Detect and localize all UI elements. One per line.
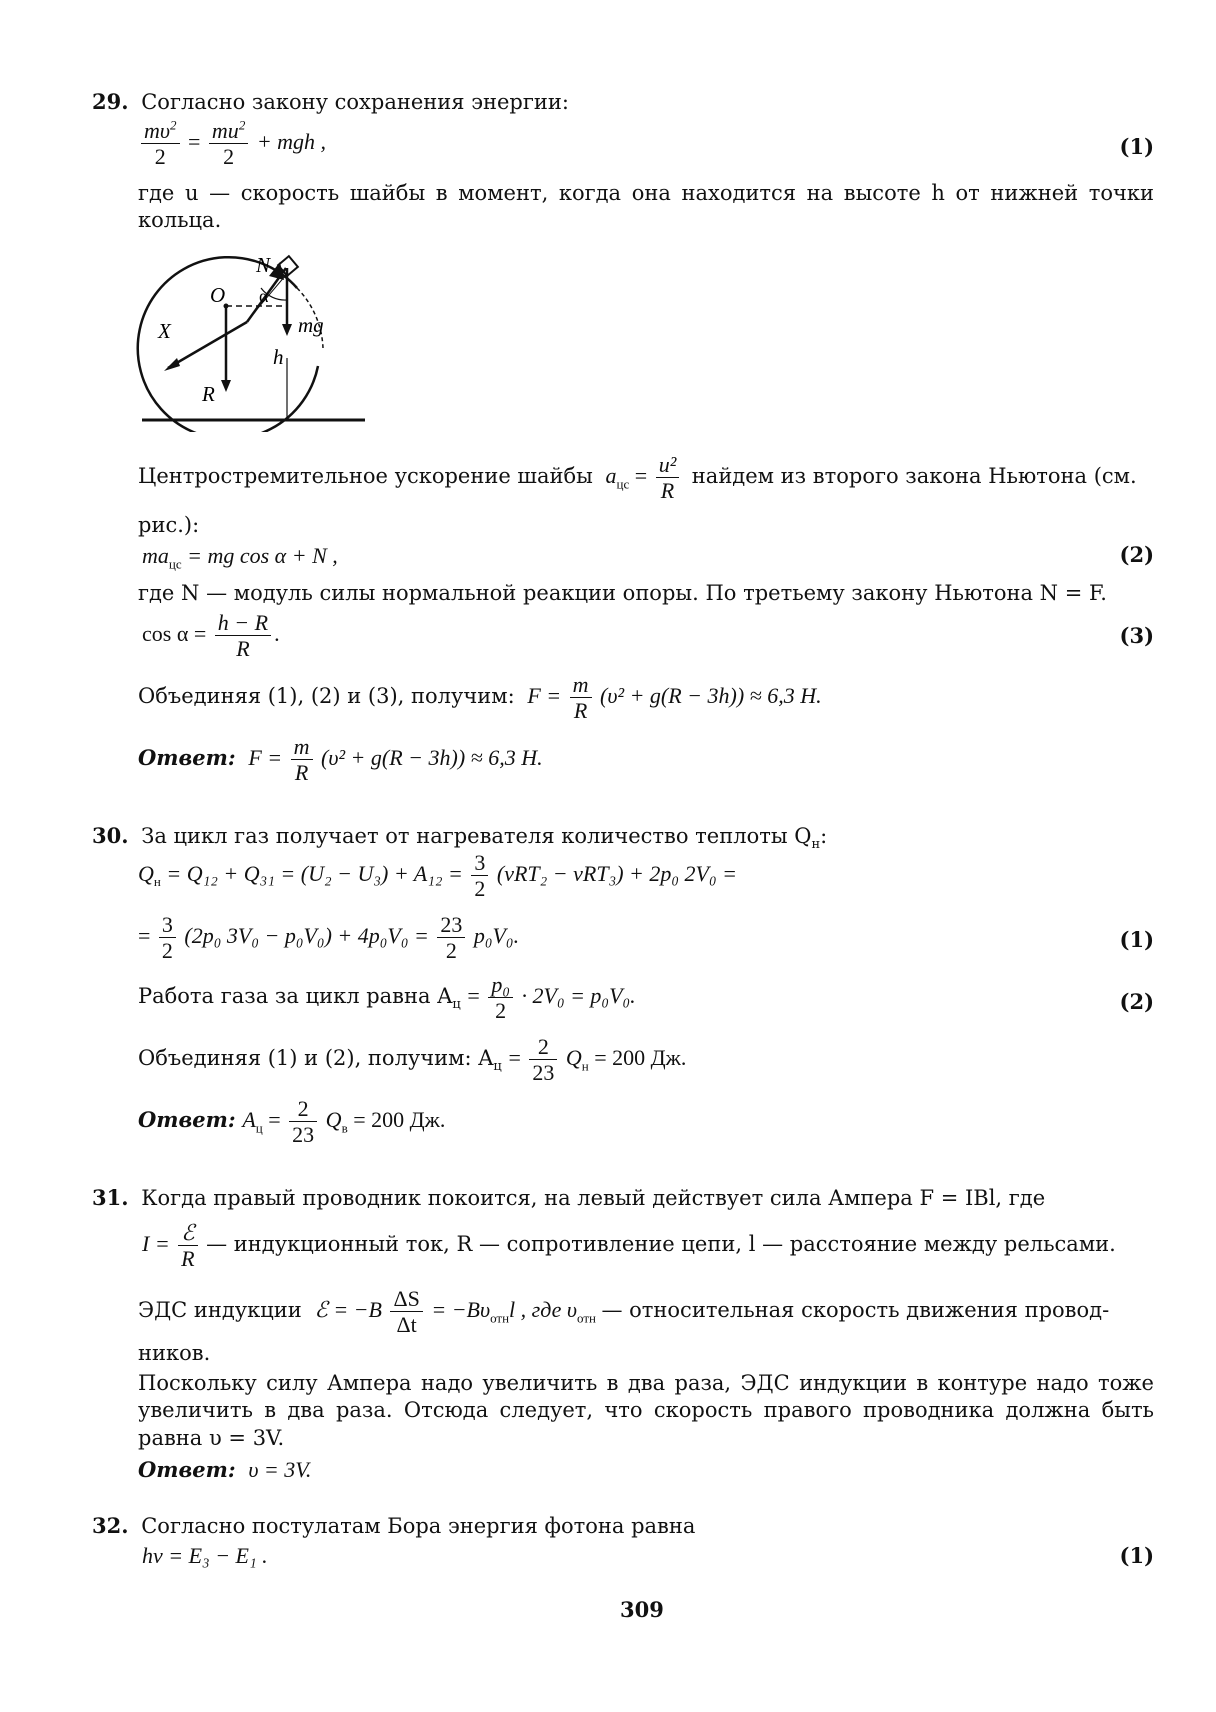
problem-number: 30. (92, 823, 129, 848)
problem-intro: Согласно закону сохранения энергии: (141, 90, 569, 114)
paragraph-combine-29: Объединяя (1), (2) и (3), получим: F = $\frac{m}{R}$ (υ² + g(R − 3h)) ≈ 6,3 Н. (138, 672, 822, 724)
problem-31-line2: I = $\frac{\text{ℰ}}{R}$ — индукционный ток, R — сопротивление цепи, l — расстояние между рельсами. (142, 1220, 1116, 1272)
arrow-X (164, 358, 180, 371)
paragraph-combine-30: Объединяя (1) и (2), получим: $A_ц$ = $\frac{2}{23}$ $Q_н = 200$ Дж. (138, 1034, 687, 1086)
equation-label: (2) (1119, 542, 1154, 567)
paragraph-fig-ref: рис.): (138, 513, 200, 537)
answer-30: Ответ: $A_ц$ = $\frac{2}{23}$ $Q_в = 200$ Дж. (138, 1096, 446, 1148)
label-h: h (273, 345, 284, 369)
label-mg: mg (298, 313, 324, 337)
problem-32-header: 32. Согласно постулатам Бора энергия фотона равна (92, 1513, 696, 1538)
label-R: R (202, 382, 215, 406)
label-O: O (210, 283, 226, 307)
problem-29-header (92, 88, 569, 116)
label-X: X (158, 319, 171, 343)
equation-bohr: hν = E₃ − E₁ . (142, 1543, 268, 1568)
equation-heat-2: = $\frac{3}{2}$ (2p₀ 3V₀ − p₀V₀) + 4p₀V₀ = $\frac{23}{2}$ p₀V₀. (138, 912, 520, 964)
equation-energy: $\frac{m\upsilon^2}{2}$ = $\frac{mu^2}{2}$ + mgh , (138, 118, 326, 170)
page-number: 309 (620, 1597, 664, 1622)
paragraph-where-N: где N — модуль силы нормальной реакции опоры. По третьему закону Ньютона N = F. (138, 581, 1107, 605)
equation-cos: cos α = $\frac{h - R}{R}$ . (142, 610, 280, 662)
paragraph-work: Работа газа за цикл равна $A_ц$ = $\frac{\text{p₀}}{2}$ · 2V₀ = p₀V₀. (138, 972, 636, 1024)
label-N: N (256, 253, 271, 277)
problem-number: 31. (92, 1185, 129, 1210)
problem-number: 29. (92, 89, 129, 114)
ring-force-diagram (130, 240, 370, 432)
equation-heat-1: $Q_н = Q_{12} + Q_{31} = (U_2 - U_3) + A_{12}$ = $\frac{3}{2}$ (νRT₂ − νRT₃) + 2p₀ 2V₀ = (138, 850, 737, 902)
equation-label: (1) (1119, 1543, 1154, 1568)
answer-31: Ответ: υ = 3V. (138, 1457, 312, 1482)
problem-number: 32. (92, 1513, 129, 1538)
equation-newton: $ma_{цс}$ = mg cos α + N , (142, 543, 338, 572)
equation-label: (2) (1119, 989, 1154, 1014)
paragraph-ampere: Поскольку силу Ампера надо увеличить в два раза, ЭДС индукции в контуре надо тоже увеличить в два раза. Отсюда следует, что скорость правого проводника должна быть равна υ = 3V. (138, 1371, 1154, 1450)
equation-label: (1) (1119, 927, 1154, 952)
equation-label: (3) (1119, 623, 1154, 648)
problem-31-line1: 31. Когда правый проводник покоится, на левый действует сила Ампера F = IBl, где (92, 1185, 1046, 1210)
paragraph-emf-end: ников. (138, 1341, 211, 1365)
problem-30-header: 30. За цикл газ получает от нагревателя количество теплоты $Q_н$: (92, 823, 828, 853)
answer-29: Ответ: F = $\frac{m}{R}$ (υ² + g(R − 3h)) ≈ 6,3 Н. (138, 734, 543, 786)
arrow-R (221, 380, 231, 392)
vector-X (168, 322, 247, 368)
ring-arc (138, 257, 318, 432)
paragraph-where-u: где u — скорость шайбы в момент, когда она находится на высоте h от нижней точки кольца. (138, 181, 1154, 233)
paragraph-centripetal: Центростремительное ускорение шайбы $a_{цс}$ = $\frac{\text{u²}}{R}$ найдем из второго закона Ньютона (см. (138, 452, 1137, 504)
label-alpha: α (259, 286, 269, 306)
equation-label: (1) (1119, 134, 1154, 159)
arrow-mg (282, 324, 292, 336)
paragraph-emf: ЭДС индукции ℰ = −B $\frac{\Delta S}{\Delta t}$ = $-B\upsilon_{отн}l$ , где $\upsilon_{отн}$ — относительная скорость движения провод- (138, 1286, 1110, 1338)
